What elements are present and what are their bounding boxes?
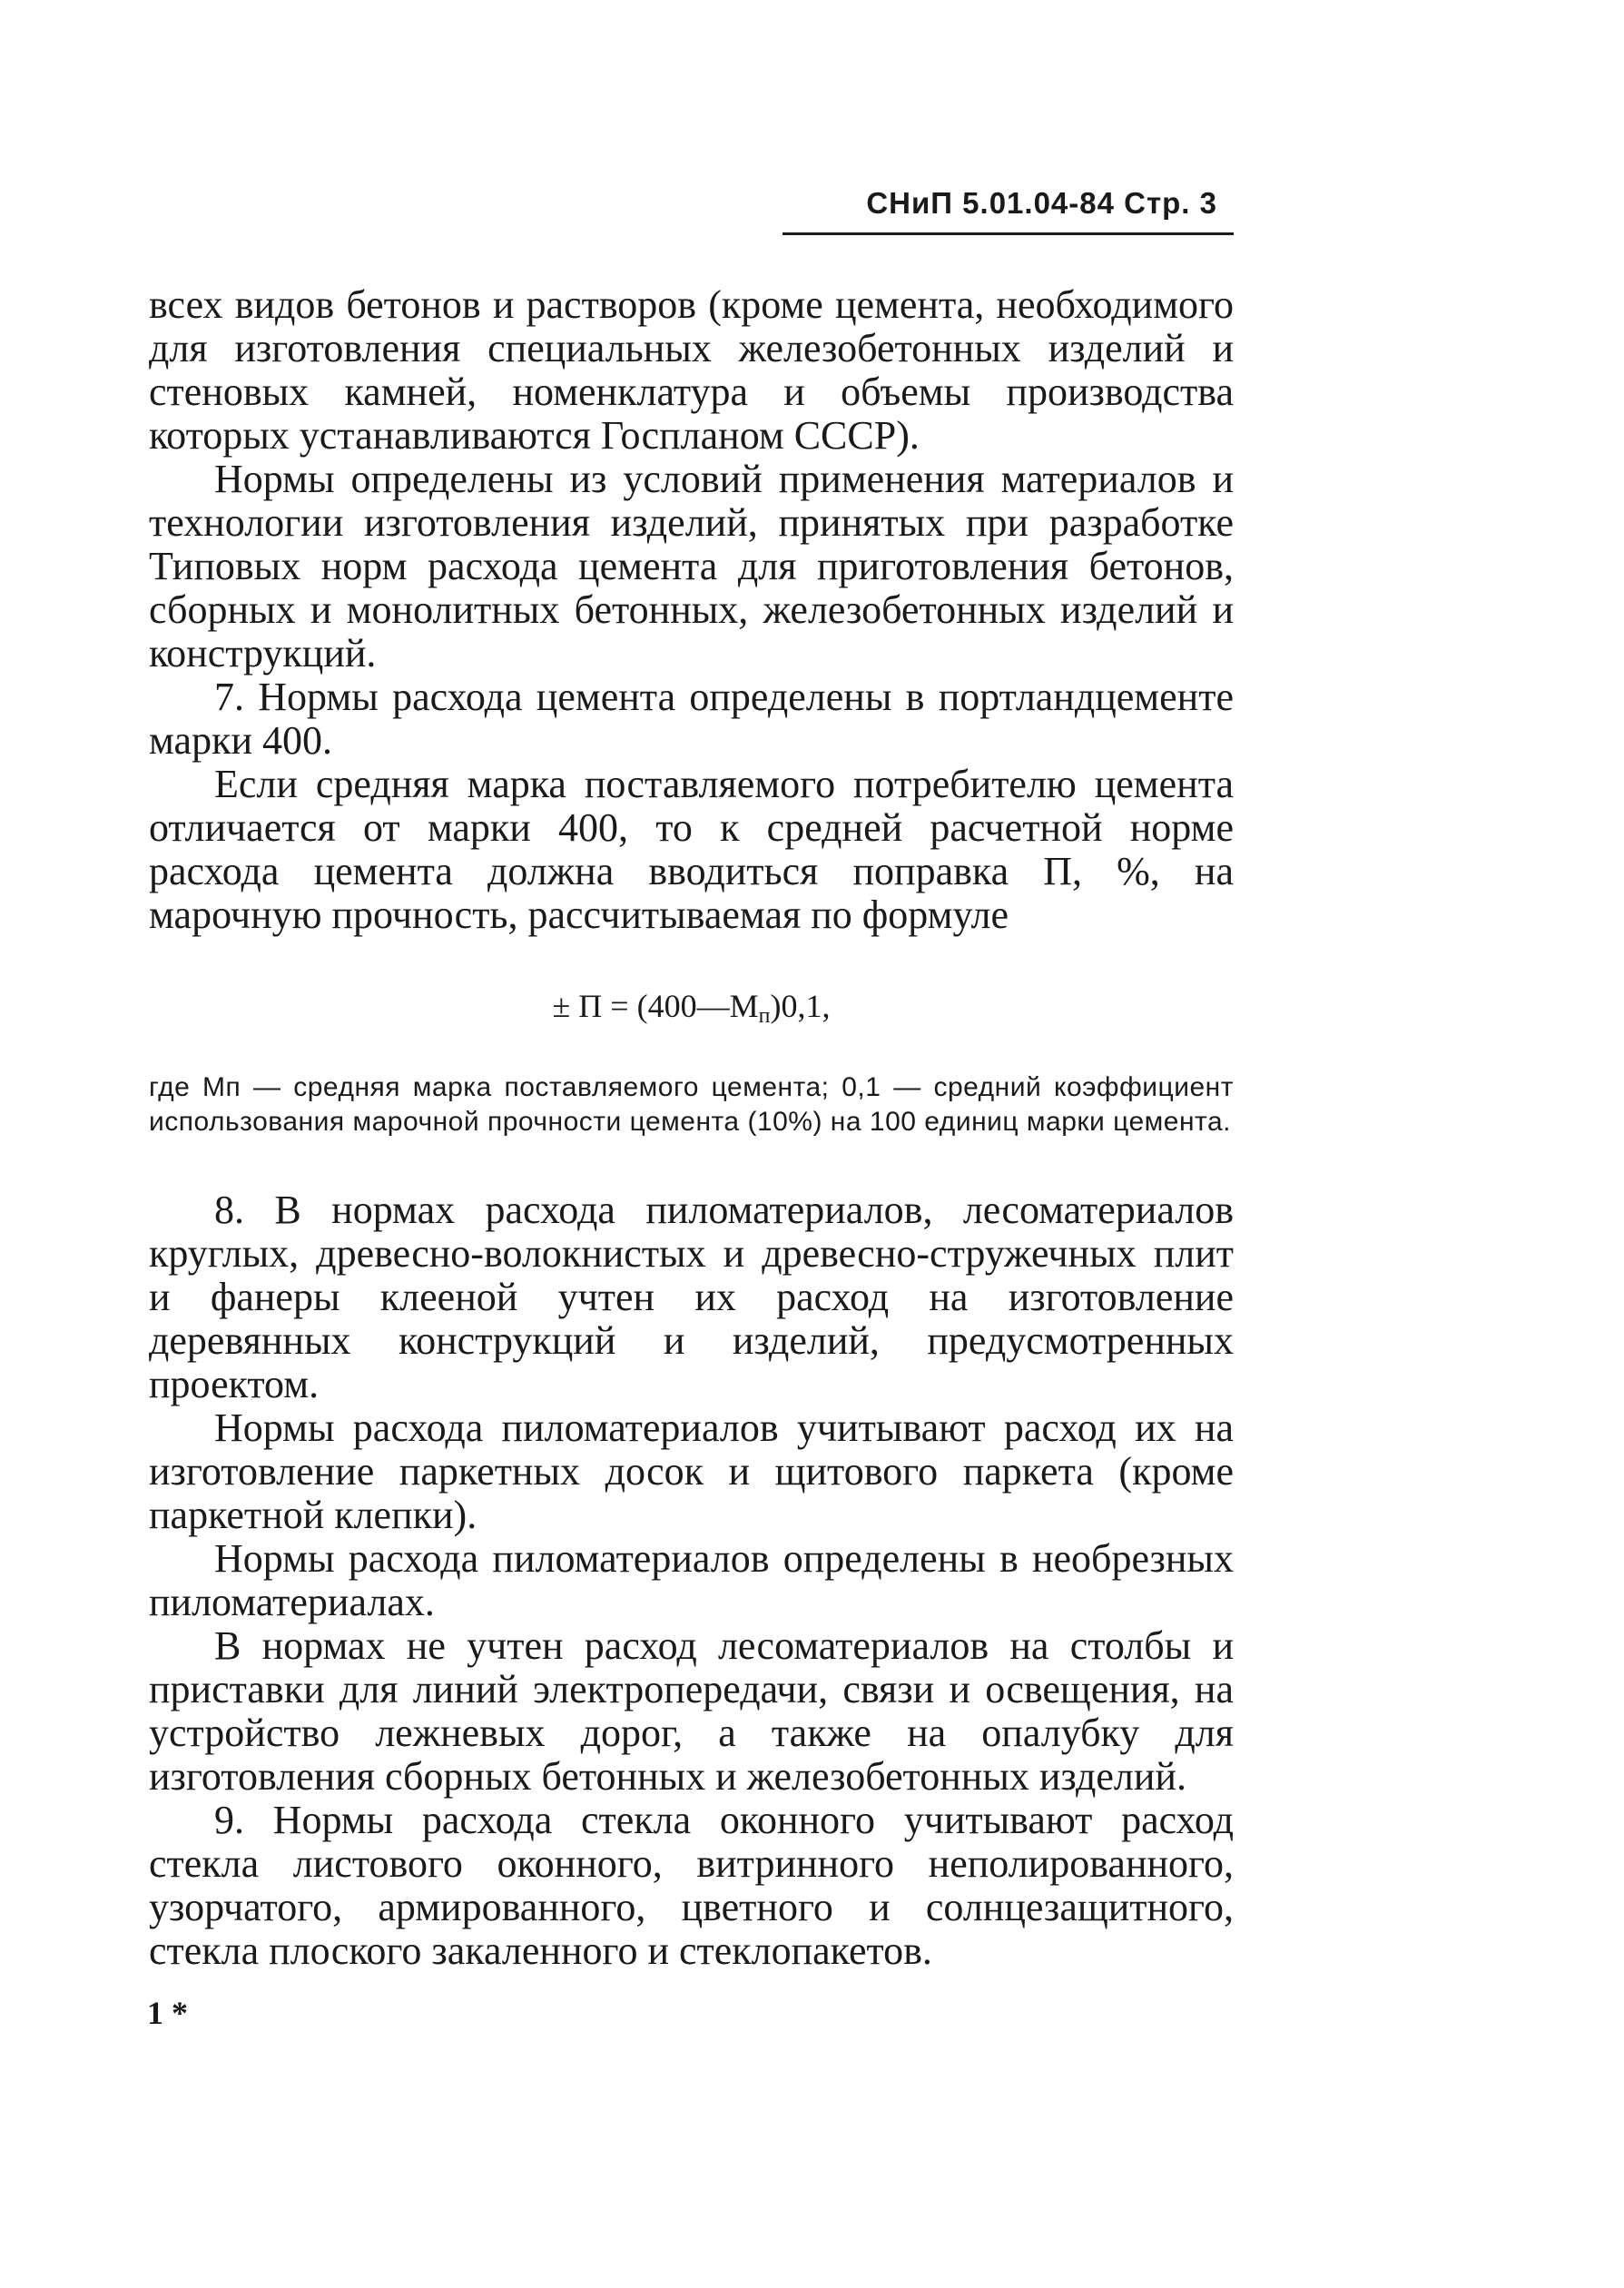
formula bbox=[149, 988, 1234, 1034]
paragraph-excluded-timber: В нормах не учтен расход лесоматериалов на столбы и приставки для линий электропередачи, связи и освещения, на устройство лежневых дорог, а также на опалубку для изготовления сборных бетонных и железобетонных изделий. bbox=[149, 1623, 1234, 1799]
paragraph-unedged-lumber: Нормы расхода пиломатериалов определены в необрезных пиломатериалах. bbox=[149, 1536, 1234, 1624]
formula-subscript: п bbox=[758, 1004, 771, 1028]
formula-tail: )0,1, bbox=[770, 988, 831, 1024]
formula-main: ± П = (400—М bbox=[552, 988, 759, 1024]
paragraph-continuation: всех видов бетонов и растворов (кроме цемента, необходимого для изготовления специальных железобетонных изделий и стеновых камней, номенклатура и объемы производства которых устанавливаются Госпланом СССР). bbox=[149, 282, 1234, 458]
paragraph-cement-correction: Если средняя марка поставляемого потребителю цемента отличается от марки 400, то к средней расчетной норме расхода цемента должна вводиться поправка П, %, на марочную прочность, рассчитываемая по формуле bbox=[149, 762, 1234, 937]
paragraph-item-7: 7. Нормы расхода цемента определены в портландцементе марки 400. bbox=[149, 675, 1234, 763]
formula-explanation: где Мп — средняя марка поставляемого цемента; 0,1 — средний коэффициент использования марочной прочности цемента (10%) на 100 единиц марки цемента. bbox=[149, 1072, 1234, 1137]
running-head: СНиП 5.01.04-84 Стр. 3 bbox=[866, 186, 1217, 220]
paragraph-parquet: Нормы расхода пиломатериалов учитывают расход их на изготовление паркетных досок и щитового паркета (кроме паркетной клепки). bbox=[149, 1405, 1234, 1537]
paragraph-item-9: 9. Нормы расхода стекла оконного учитывают расход стекла листового оконного, витринного неполированного, узорчатого, армированного, цветного и солнцезащитного, стекла плоского закаленного и стеклопакетов. bbox=[149, 1798, 1234, 1973]
body-text bbox=[149, 283, 1234, 1973]
paragraph-norms-conditions: Нормы определены из условий применения материалов и технологии изготовления изделий, принятых при разработке Типовых норм расхода цемента для приготовления бетонов, сборных и монолитных бетонных, железобетонных изделий и конструкций. bbox=[149, 457, 1234, 676]
signature-mark: 1 * bbox=[147, 1995, 188, 2031]
paragraph-item-8: 8. В нормах расхода пиломатериалов, лесоматериалов круглых, древесно-волокнистых и древесно-стружечных плит и фанеры клееной учтен их расход на изготовление деревянных конструкций и изделий, предусмотренных проектом. bbox=[149, 1188, 1234, 1406]
header-rule bbox=[782, 232, 1234, 235]
